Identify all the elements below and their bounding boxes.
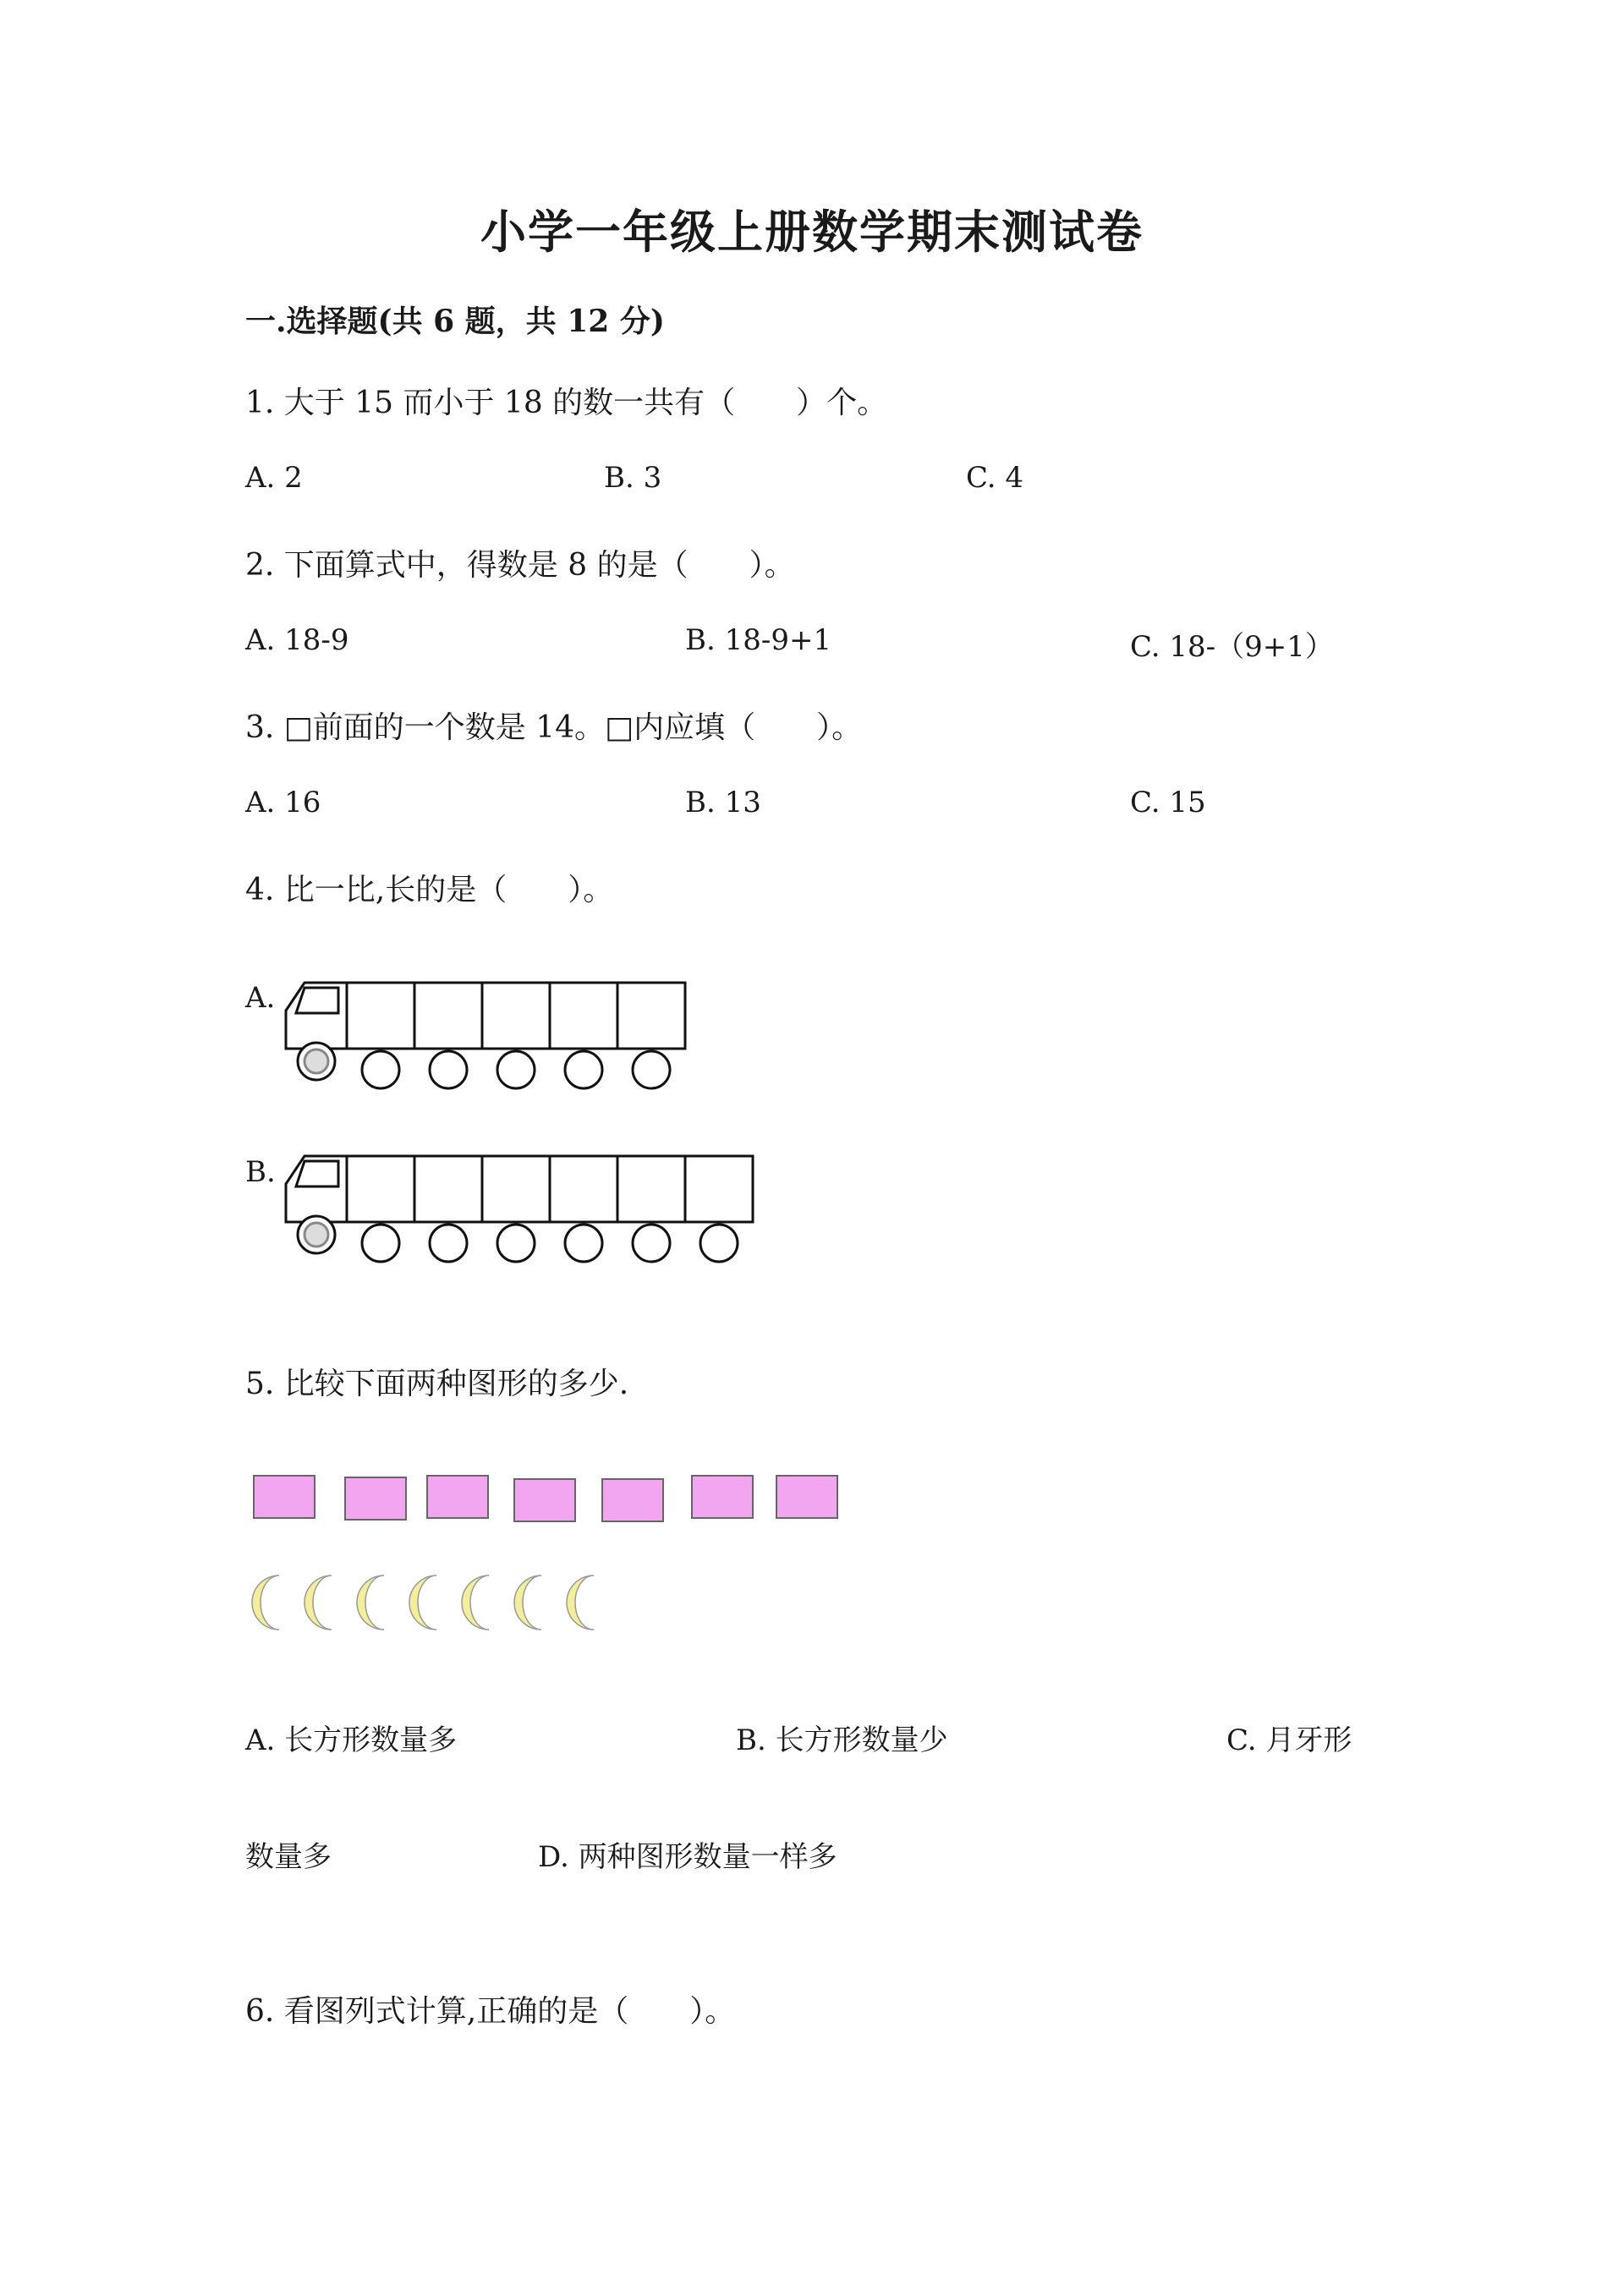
truck-a-wheel (430, 1051, 467, 1088)
yellow-moon (252, 1575, 279, 1630)
truck-b-figure (279, 1146, 770, 1273)
truck-b-car (347, 1156, 414, 1222)
pink-rectangle (776, 1476, 837, 1518)
truck-b-car (482, 1156, 550, 1222)
yellow-moon (304, 1575, 332, 1630)
truck-b-car (414, 1156, 482, 1222)
truck-b-wheel (362, 1225, 399, 1262)
section-heading: 一.选择题(共 6 题，共 12 分) (245, 304, 665, 339)
truck-a-figure (279, 973, 719, 1099)
truck-b-car (617, 1156, 685, 1222)
question-3-stem: 3. □前面的一个数是 14。□内应填（ ）。 (245, 710, 863, 745)
question-5-option-c[interactable]: C. 月牙形 (1226, 1723, 1352, 1757)
truck-a-wheel (362, 1051, 399, 1088)
yellow-moon (409, 1575, 436, 1630)
truck-a-wheel (633, 1051, 670, 1088)
truck-b-wheel (633, 1225, 670, 1262)
question-2-option-a[interactable]: A. 18-9 (245, 623, 349, 657)
truck-b-car (550, 1156, 617, 1222)
truck-a-wheel (565, 1051, 602, 1088)
question-6-stem: 6. 看图列式计算,正确的是（ ）。 (245, 1994, 736, 2029)
pink-rectangle (602, 1479, 663, 1521)
truck-a-car (414, 983, 482, 1049)
question-1-option-b[interactable]: B. 3 (604, 461, 662, 495)
question-4-option-a[interactable]: A. (245, 981, 276, 1015)
pink-rectangle (254, 1476, 315, 1518)
truck-a-car (550, 983, 617, 1049)
truck-a-car (347, 983, 414, 1049)
question-5-option-d[interactable]: D. 两种图形数量一样多 (538, 1840, 837, 1874)
truck-a-car (482, 983, 550, 1049)
truck-a-car (617, 983, 685, 1049)
question-3-option-c[interactable]: C. 15 (1130, 786, 1206, 819)
question-2-option-b[interactable]: B. 18-9+1 (685, 623, 832, 657)
page-title: 小学一年级上册数学期末测试卷 (480, 205, 1144, 259)
question-5-stem: 5. 比较下面两种图形的多少. (245, 1367, 629, 1401)
pink-rectangle (514, 1479, 575, 1521)
question-2-option-c[interactable]: C. 18-（9+1） (1130, 630, 1334, 664)
yellow-moon (514, 1575, 541, 1630)
moons-row (245, 1569, 634, 1636)
yellow-moon (462, 1575, 489, 1630)
yellow-moon (567, 1575, 594, 1630)
pink-rectangle (345, 1477, 406, 1520)
truck-b-wheel (565, 1225, 602, 1262)
question-1-option-c[interactable]: C. 4 (966, 461, 1024, 495)
question-5-option-a[interactable]: A. 长方形数量多 (245, 1723, 458, 1757)
rectangles-row (245, 1467, 854, 1535)
question-1-option-a[interactable]: A. 2 (245, 461, 303, 495)
question-4-option-b[interactable]: B. (245, 1155, 276, 1189)
question-1-stem: 1. 大于 15 而小于 18 的数一共有（ ）个。 (245, 386, 888, 420)
question-4-stem: 4. 比一比,长的是（ ）。 (245, 873, 614, 907)
pink-rectangle (692, 1476, 753, 1518)
question-5-option-b[interactable]: B. 长方形数量少 (736, 1723, 948, 1757)
truck-a-wheel (497, 1051, 535, 1088)
question-3-option-b[interactable]: B. 13 (685, 786, 761, 819)
question-5-option-c-continued: 数量多 (245, 1840, 332, 1874)
truck-b-wheel (497, 1225, 535, 1262)
question-2-stem: 2. 下面算式中，得数是 8 的是（ ）。 (245, 548, 795, 583)
truck-b-car (685, 1156, 753, 1222)
yellow-moon (357, 1575, 384, 1630)
truck-b-wheel (430, 1225, 467, 1262)
truck-b-wheel (700, 1225, 738, 1262)
pink-rectangle (427, 1476, 488, 1518)
question-3-option-a[interactable]: A. 16 (245, 786, 321, 819)
